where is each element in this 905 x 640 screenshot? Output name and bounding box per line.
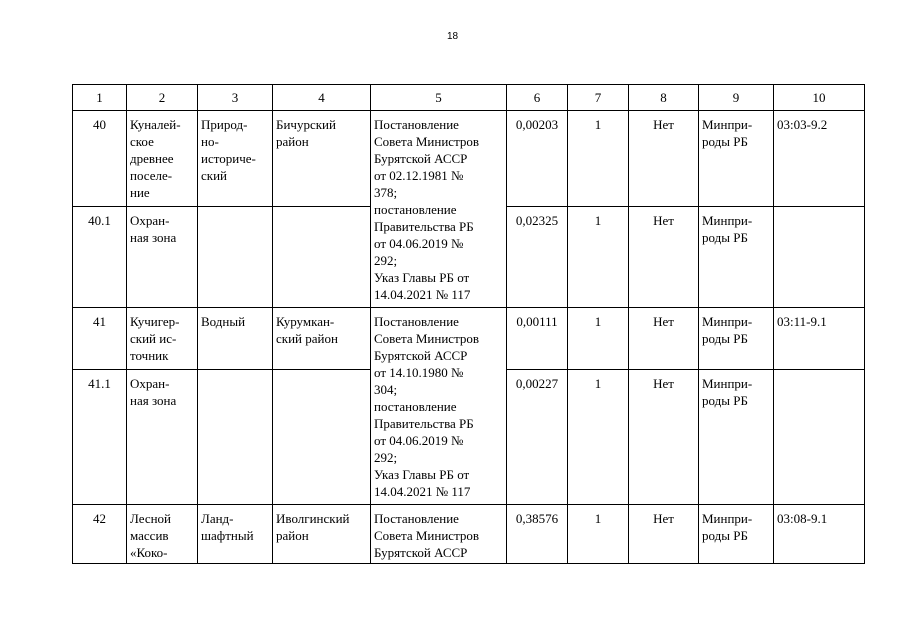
legal-documents: Постановление Совета Министров Бурятской АССР от 14.10.1980 № 304; постановление Правительства РБ от 04.06.2019 № 292; Указ Главы РБ от 14.04.2021 № 117 — [371, 308, 507, 505]
category: 1 — [568, 505, 629, 564]
code: 03:11-9.1 — [774, 308, 865, 370]
code: 03:03-9.2 — [774, 111, 865, 207]
category: 1 — [568, 308, 629, 370]
flag: Нет — [629, 505, 699, 564]
object-type — [198, 370, 273, 505]
area-value: 0,00203 — [507, 111, 568, 207]
table-row — [73, 308, 865, 370]
header-cell: 3 — [198, 85, 273, 111]
district — [273, 370, 371, 505]
table-row — [73, 111, 865, 207]
header-cell: 6 — [507, 85, 568, 111]
area-value: 0,00227 — [507, 370, 568, 505]
object-name: Охран- ная зона — [127, 370, 198, 505]
header-cell: 4 — [273, 85, 371, 111]
area-value: 0,38576 — [507, 505, 568, 564]
row-number: 41 — [73, 308, 127, 370]
category: 1 — [568, 207, 629, 308]
object-type: Ланд- шафтный — [198, 505, 273, 564]
header-cell: 1 — [73, 85, 127, 111]
district: Бичурский район — [273, 111, 371, 207]
objects-table — [72, 84, 865, 564]
object-type: Водный — [198, 308, 273, 370]
flag: Нет — [629, 370, 699, 505]
object-name: Охран- ная зона — [127, 207, 198, 308]
flag: Нет — [629, 308, 699, 370]
category: 1 — [568, 111, 629, 207]
header-cell: 8 — [629, 85, 699, 111]
authority: Минпри- роды РБ — [699, 370, 774, 505]
legal-documents: Постановление Совета Министров Бурятской АССР — [371, 505, 507, 564]
district: Курумкан- ский район — [273, 308, 371, 370]
code — [774, 207, 865, 308]
header-row — [73, 85, 865, 111]
row-number: 40 — [73, 111, 127, 207]
legal-documents: Постановление Совета Министров Бурятской АССР от 02.12.1981 № 378; постановление Правительства РБ от 04.06.2019 № 292; Указ Главы РБ от 14.04.2021 № 117 — [371, 111, 507, 308]
object-name: Кучигер- ский ис- точник — [127, 308, 198, 370]
category: 1 — [568, 370, 629, 505]
code — [774, 370, 865, 505]
object-name: Куналей- ское древнее поселе- ние — [127, 111, 198, 207]
object-type: Природ- но- историче- ский — [198, 111, 273, 207]
flag: Нет — [629, 207, 699, 308]
header-cell: 9 — [699, 85, 774, 111]
object-name: Лесной массив «Коко- — [127, 505, 198, 564]
district — [273, 207, 371, 308]
authority: Минпри- роды РБ — [699, 207, 774, 308]
header-cell: 2 — [127, 85, 198, 111]
code: 03:08-9.1 — [774, 505, 865, 564]
area-value: 0,02325 — [507, 207, 568, 308]
object-type — [198, 207, 273, 308]
row-number: 42 — [73, 505, 127, 564]
authority: Минпри- роды РБ — [699, 308, 774, 370]
area-value: 0,00111 — [507, 308, 568, 370]
header-cell: 7 — [568, 85, 629, 111]
table-row — [73, 505, 865, 564]
authority: Минпри- роды РБ — [699, 111, 774, 207]
district: Иволгинский район — [273, 505, 371, 564]
authority: Минпри- роды РБ — [699, 505, 774, 564]
page-number: 18 — [446, 31, 459, 42]
header-cell: 5 — [371, 85, 507, 111]
flag: Нет — [629, 111, 699, 207]
row-number: 41.1 — [73, 370, 127, 505]
row-number: 40.1 — [73, 207, 127, 308]
header-cell: 10 — [774, 85, 865, 111]
